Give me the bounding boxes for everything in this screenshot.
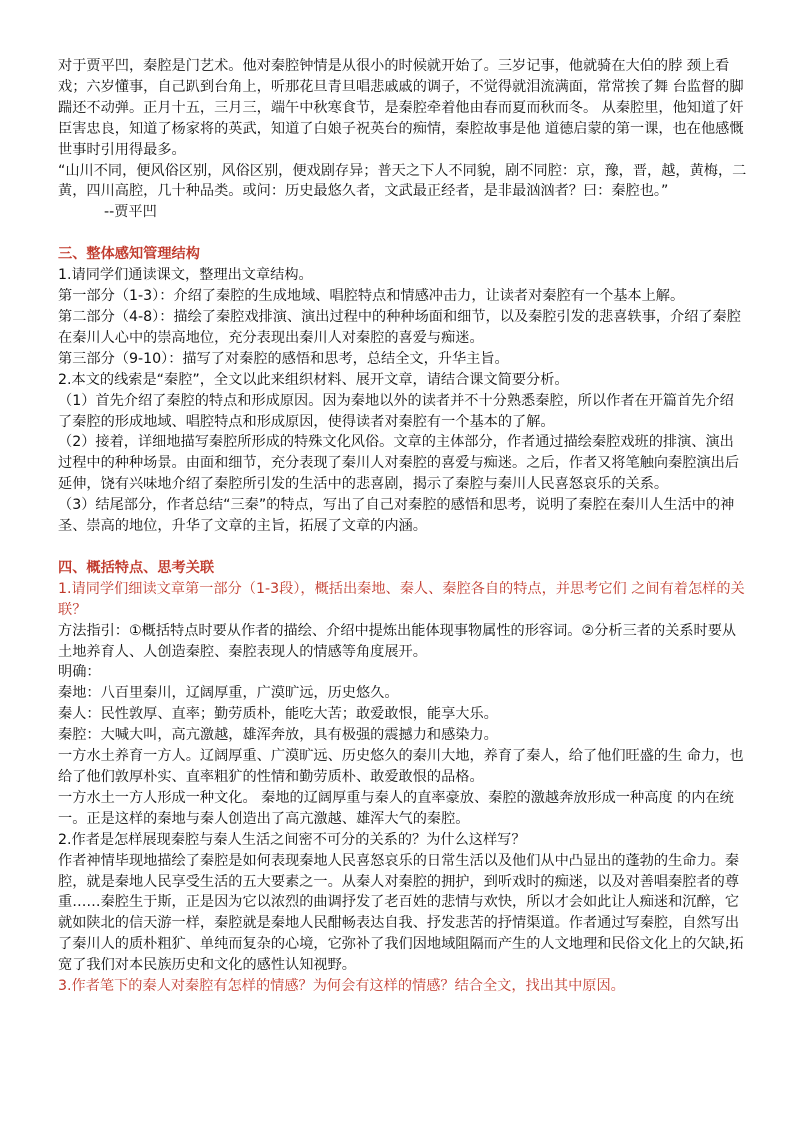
answer-line: 一方水土一方人形成一种文化。 秦地的辽阔厚重与秦人的直率豪放、秦腔的激越奔放形成一种高度 的内在统一。正是这样的秦地与秦人创造出了高亢激越、雄浑大气的秦腔。 <box>58 789 734 827</box>
structure-item: 第二部分（4-8）：描绘了秦腔戏排演、演出过程中的种种场面和细节，以及秦腔引发的悲喜轶事，介绍了秦腔在秦川人心中的崇高地位，充分表现出秦川人对秦腔的喜爱与痴迷。 <box>58 308 741 346</box>
answer-2: 作者神情毕现地描绘了秦腔是如何表现秦地人民喜怒哀乐的日常生活以及他们从中凸显出的蓬勃的生命力。秦腔，就是秦地人民享受生活的五大要素之一。从秦人对秦腔的拥护，到听戏时的痴迷，以及对善唱秦腔者的尊重……秦腔生于斯，正是因为它以浓烈的曲调抒发了老百姓的悲情与欢快，所以才会如此让人痴迷和沉醉，它就如陕北的信天游一样，秦腔就是秦地人民酣畅表达自我、抒发悲苦的抒情渠道。作者通过写秦腔，自然写出了秦川人的质朴粗犷、单纯而复杂的心境，它弥补了我们因地域阻隔而产生的人文地理和民俗文化上的欠缺,拓宽了我们对本民族历史和文化的感性认知视野。 <box>58 852 744 974</box>
document-page <box>58 56 748 997</box>
question-3: 3.作者笔下的秦人对秦腔有怎样的情感？为何会有这样的情感？结合全文，找出其中原因。 <box>58 978 625 995</box>
answer-line: 秦地：八百里秦川，辽阔厚重，广漠旷远，历史悠久。 <box>58 685 399 702</box>
quote-text: “山川不同，便风俗区别，风俗区别，便戏剧存异；普天之下人不同貌，剧不同腔：京，豫，晋，越，黄梅，二黄，四川高腔，几十种品类。或问：历史最悠久者，文武最正经者，是非最汹汹者？曰：秦腔也。” <box>58 162 747 200</box>
answer-line: 秦腔：大喊大叫，高亢激越，雄浑奔放，具有极强的震撼力和感染力。 <box>58 727 498 744</box>
intro-paragraph: 对于贾平凹，秦腔是门艺术。他对秦腔钟情是从很小的时候就开始了。三岁记事，他就骑在大伯的脖 颈上看戏；六岁懂事，自己趴到台角上，听那花旦青旦唱悲戚戚的调子，不觉得就泪流满面，常常挨了舞 台监督的脚踹还不动弹。正月十五，三月三，端午中秋寒食节，是秦腔牵着他由春而夏而秋而冬。 从秦腔里，他知道了奸臣害忠良，知道了杨家将的英武，知道了白娘子祝英台的痴情，秦腔故事是他 道德启蒙的第一课，也在他感慨世事时引用得最多。 <box>58 58 744 158</box>
spacer <box>58 223 748 244</box>
structure-item: 第一部分（1-3）：介绍了秦腔的生成地域、唱腔特点和情感冲击力，让读者对秦腔有一个基本上解。 <box>58 288 685 305</box>
structure-item: 第三部分（9-10）：描写了对秦腔的感悟和思考，总结全文，升华主旨。 <box>58 350 509 367</box>
section-heading-4: 四、概括特点、思考关联 <box>58 559 215 576</box>
intro-quote <box>58 161 748 224</box>
question-2: 2.作者是怎样展现秦腔与秦人生活之间密不可分的关系的？为什么这样写？ <box>58 831 526 848</box>
clear-label: 明确： <box>58 664 101 681</box>
method-guide: 方法指引：①概括特点时要从作者的描绘、介绍中提炼出能体现事物属性的形容词。②分析三者的关系时要从土地养育人、人创造秦腔、秦腔表现人的情感等角度展开。 <box>58 622 737 660</box>
structure-item: 2.本文的线索是“秦腔”，全文以此来组织材料、展开文章，请结合课文简要分析。 <box>58 371 569 388</box>
structure-item: （1）首先介绍了秦腔的特点和形成原因。因为秦地以外的读者并不十分熟悉秦腔，所以作者在开篇首先介绍了秦腔的形成地域、唱腔特点和形成原因，使得读者对秦腔有一个基本的了解。 <box>58 392 734 430</box>
spacer <box>58 537 748 558</box>
question-1: 1.请同学们细读文章第一部分（1-3段），概括出秦地、秦人、秦腔各自的特点，并思考它们 之间有着怎样的关联？ <box>58 580 745 618</box>
structure-item: （2）接着，详细地描写秦腔所形成的特殊文化风俗。文章的主体部分，作者通过描绘秦腔戏班的排演、演出过程中的种种场景。由面和细节，充分表现了秦川人对秦腔的喜爱与痴迷。之后，作者又将笔触向秦腔演出后延伸，饶有兴味地介绍了秦腔所引发的生活中的悲喜剧，揭示了秦腔与秦川人民喜怒哀乐的关系。 <box>58 434 740 493</box>
section-heading-3: 三、整体感知管理结构 <box>58 246 200 263</box>
quote-source: --贾平凹 <box>104 204 157 221</box>
structure-item: 1.请同学们通读课文，整理出文章结构。 <box>58 267 313 284</box>
answer-line: 秦人：民性敦厚、直率；勤劳质朴，能吃大苦；敢爱敢恨，能享大乐。 <box>58 706 498 723</box>
structure-item: （3）结尾部分，作者总结“三秦”的特点，写出了自己对秦腔的感悟和思考，说明了秦腔在秦川人生活中的神圣、崇高的地位，升华了文章的主旨，拓展了文章的内涵。 <box>58 497 735 535</box>
answer-line: 一方水土养育一方人。辽阔厚重、广漠旷远、历史悠久的秦川大地，养育了秦人，给了他们旺盛的生 命力，也给了他们敦厚朴实、直率粗犷的性情和勤劳质朴、敢爱敢恨的品格。 <box>58 748 744 785</box>
